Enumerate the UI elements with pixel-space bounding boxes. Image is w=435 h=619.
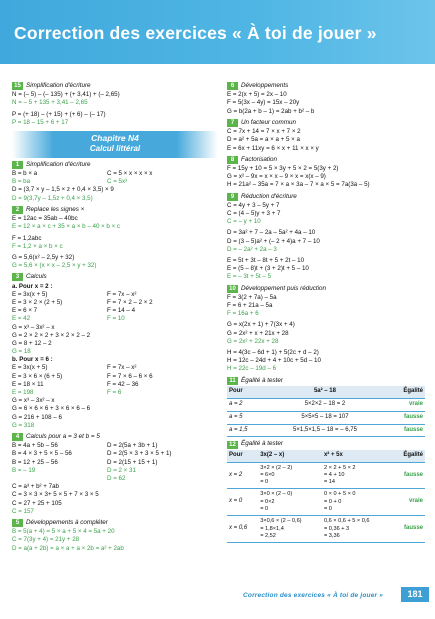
section-number: 12 [227, 441, 238, 449]
section-title: Développement puis réduction [241, 284, 327, 292]
part-b-label: b. Pour x = 6 : [12, 356, 53, 364]
text-line: E = 3x(x + 5) [12, 364, 48, 372]
table-header: 3x(2 – x) [258, 450, 322, 462]
table-cell: 5×1,5×1,5 – 18 = – 6,75 [266, 424, 384, 437]
table-cell: vraie [392, 489, 425, 516]
equation-pair [12, 459, 218, 467]
section-9-header [227, 193, 433, 201]
section-3a-pairs [12, 291, 218, 324]
text-line: E = – 3t + 5t – 5 [227, 273, 272, 281]
section-number: 3 [12, 273, 23, 281]
section-number: 9 [227, 193, 238, 201]
text-line: B = 4 × 3 + 5 × 5 – 56 [12, 450, 72, 458]
section-9-body [227, 202, 433, 282]
table-cell: fausse [392, 462, 425, 489]
text-line: F = 7x – x² [107, 290, 137, 298]
part-a-label: a. Pour x = 2 : [12, 282, 53, 290]
text-line: G = 318 [12, 421, 35, 429]
table-header: x² + 5x [322, 450, 392, 462]
table-row [227, 411, 425, 424]
right-column [227, 79, 433, 543]
equation-pair [12, 381, 218, 389]
text-line: D = 2(5a + 3b + 1) [107, 442, 158, 450]
section-number: 1 [12, 161, 23, 169]
text-line: H = 4(3c – 6d + 1) + 5(2c + d – 2) [227, 348, 319, 356]
text-line: G = x³ – 3x² – x [12, 397, 55, 405]
table-row [227, 398, 425, 411]
page-number: 181 [401, 587, 429, 602]
text-line: F = 7 × 2 – 2 × 2 [107, 298, 153, 306]
section-title: Factorisation [241, 155, 278, 163]
section-title: Développements [241, 82, 289, 89]
text-line: C = 5 × x × x × x [107, 170, 153, 178]
text-line: F = 3(2 + 7a) – 5a [227, 293, 277, 301]
table-cell: 5×5×5 – 18 = 107 [266, 411, 384, 424]
section-12-header [227, 440, 433, 448]
section-7-header [227, 119, 433, 127]
section-title: Égalité à tester [241, 376, 284, 384]
equation-pair [12, 467, 218, 475]
text-line: D = 2 × 31 [107, 466, 136, 474]
text-line: F = 7 × 6 – 6 × 6 [107, 372, 153, 380]
text-line: E = 3 × 6 × (6 + 5) [12, 372, 63, 380]
text-line: H = 12c – 24d + 4 + 10c + 5d – 10 [227, 357, 321, 365]
section-number: 2 [12, 206, 23, 214]
section-number: 15 [12, 82, 23, 90]
text-line: G = 5,6(x² – 2,5y + 32) [12, 253, 75, 261]
text-line: C = (4 – 5)y + 3 + 7 [227, 210, 281, 218]
table-cell: 3×2 × (2 – 2) = 6×0 = 0 [258, 462, 322, 489]
table-cell: a = 5 [227, 411, 266, 424]
text-line: B = 12 + 25 – 56 [12, 458, 58, 466]
table-header: Pour [227, 386, 266, 398]
section-3b-pairs [12, 364, 218, 397]
text-line: E = (5 – 8)t + (3 + 2)t + 5 – 10 [227, 265, 309, 273]
table-cell: 2 × 2 + 5 × 2 = 4 + 10 = 14 [322, 462, 392, 489]
text-line: G = x(2x + 1) + 7(3x + 4) [227, 321, 295, 329]
equation-pair [12, 170, 218, 178]
text-line: G = 216 + 108 – 6 [12, 413, 62, 421]
section-15-header [12, 82, 218, 90]
equation-pair [12, 291, 218, 299]
table-cell: a = 2 [227, 398, 266, 411]
text-line: G = 2 × 2 × 2 + 3 × 2 × 2 – 2 [12, 331, 91, 339]
text-line: P = 18 – 15 + 6 + 17 [12, 118, 69, 126]
table-cell: fausse [392, 516, 425, 543]
text-line: G = x² – 9x = x × x – 9 × x = x(x – 9) [227, 173, 326, 181]
text-line: G = 8 + 12 – 2 [12, 339, 52, 347]
section-2-header [12, 206, 218, 214]
section-6-body [227, 91, 433, 116]
text-line: C = 4y + 3 – 5y + 7 [227, 201, 280, 209]
section-11-header [227, 377, 433, 385]
text-line: E = 3x(x + 5) [12, 290, 48, 298]
text-line: G = 6 × 6 × 6 + 3 × 6 × 6 – 6 [12, 405, 91, 413]
text-line: C = 7x + 14 = 7 × x + 7 × 2 [227, 128, 301, 136]
text-line: F = 6 + 21a – 5a [227, 302, 273, 310]
section-number: 6 [227, 82, 238, 90]
section-1-body [12, 186, 218, 202]
table-cell: 5×2×2 – 18 = 2 [266, 398, 384, 411]
section-5-body [12, 528, 218, 553]
text-line: E = 12 × a × c + 35 × a × b – 40 × b × c [12, 223, 121, 231]
table-11 [227, 386, 425, 438]
section-1-pairs [12, 170, 218, 186]
section-title: Replace les signes × [26, 205, 85, 213]
text-line: E = 2(x + 5) = 2x – 10 [227, 91, 287, 99]
text-line: C = 5x³ [107, 178, 128, 186]
table-cell: fausse [384, 411, 425, 424]
chapter-banner [12, 131, 218, 158]
text-line: H = 21a² – 35a = 7 × a × 3a – 7 × a × 5 = 7a(3a – 5) [227, 181, 370, 189]
table-header: Pour [227, 450, 258, 462]
text-line: F = 5(3x – 4y) = 15x – 20y [227, 99, 300, 107]
equation-pair [12, 178, 218, 186]
equation-pair [12, 364, 218, 372]
table-cell: x = 2 [227, 462, 258, 489]
text-line: D = (3 – 5)a² + (– 2 + 4)a + 7 – 10 [227, 237, 320, 245]
section-15-body [12, 91, 218, 127]
table-cell: fausse [384, 424, 425, 437]
section-2-body [12, 215, 218, 270]
section-number: 8 [227, 156, 238, 164]
section-title: Calculs [26, 273, 47, 281]
text-line: E = 12ac = 35ab – 40bc [12, 215, 78, 223]
text-line: D = – 2a² + 2a – 3 [227, 245, 277, 253]
section-title: Calculs pour a = 3 et b = 5 [26, 432, 100, 440]
section-4-pairs [12, 442, 218, 483]
text-line: F = 6 [107, 389, 122, 397]
chapter-number: Chapitre N4 [91, 133, 139, 144]
table-cell: vraie [384, 398, 425, 411]
table-row [227, 516, 425, 543]
section-5-header [12, 519, 218, 527]
section-10-header [227, 285, 433, 293]
table-header: 5a² – 18 [266, 386, 384, 398]
text-line: C = – y + 10 [227, 218, 261, 226]
section-3-header [12, 273, 218, 281]
text-line: F = 10 [107, 315, 125, 323]
section-number: 5 [12, 519, 23, 527]
section-3a-body [12, 324, 218, 357]
text-line: N = – 5 + 135 + 3,41 – 2,65 [12, 99, 88, 107]
table-12 [227, 450, 425, 543]
text-line [12, 475, 107, 483]
equation-pair [12, 389, 218, 397]
section-4-header [12, 433, 218, 441]
text-line: G = b(2a + b – 1) = 2ab + b² – b [227, 107, 315, 115]
text-line: D = a² + 5a = a × a + 5 × a [227, 136, 300, 144]
table-cell: 3×0 × (2 – 0) = 0×2 = 0 [258, 489, 322, 516]
text-line: C = 27 + 25 + 105 [12, 499, 62, 507]
equation-pair [12, 450, 218, 458]
table-cell: 3×0,6 × (2 – 0,6) = 1,8×1,4 = 2,52 [258, 516, 322, 543]
text-line: G = 5,6 × (x × x – 2,5 × y + 32) [12, 262, 97, 270]
text-line: G = x³ – 3x² – x [12, 323, 55, 331]
text-line: F = 14 – 4 [107, 307, 136, 315]
text-line: D = 9(3,7y – 1,5z + 0,4 × 3,5) [12, 194, 93, 202]
table-row [227, 424, 425, 437]
equation-pair [12, 373, 218, 381]
text-line: P = (+ 18) – (+ 15) + (+ 6) – (– 17) [12, 110, 106, 118]
text-line: D = 2(15 + 15 + 1) [107, 458, 158, 466]
section-1-header [12, 161, 218, 169]
table-cell: a = 1,5 [227, 424, 266, 437]
left-column [12, 79, 218, 553]
text-line: F = 1,2 × a × b × c [12, 242, 63, 250]
section-title: Développements à compléter [26, 518, 108, 526]
table-cell: x = 0 [227, 489, 258, 516]
text-line: B = 5(a + 4) = 5 × a + 5 × 4 = 5a + 20 [12, 528, 115, 536]
table-header-row [227, 386, 425, 398]
table-row [227, 489, 425, 516]
table-header: Égalité [384, 386, 425, 398]
section-number: 11 [227, 377, 238, 385]
text-line: E = 6 × 7 [12, 307, 38, 315]
section-7-body [227, 128, 433, 153]
equation-pair [12, 315, 218, 323]
table-cell: 0 × 0 + 5 × 0 = 0 + 0 = 0 [322, 489, 392, 516]
section-4-body [12, 483, 218, 516]
page-header [0, 0, 435, 64]
text-line: F = 1,2abc [12, 234, 42, 242]
page-title: Correction des exercices « À toi de jouer » [14, 23, 377, 43]
table-row [227, 462, 425, 489]
section-number: 7 [227, 119, 238, 127]
text-line: E = 42 [12, 315, 31, 323]
section-title: Simplification d'écriture [26, 160, 91, 168]
section-8-header [227, 156, 433, 164]
equation-pair [12, 299, 218, 307]
text-line: D = (3,7 × y – 1,5 × z + 0,4 × 3,5) × 9 [12, 186, 114, 194]
text-line: F = 15y + 10 = 5 × 3y + 5 × 2 = 5(3y + 2) [227, 165, 339, 173]
section-title: Réduction d'écriture [241, 192, 297, 200]
table-cell: 0,6 × 0,6 + 5 × 0,6 = 0,36 + 3 = 3,36 [322, 516, 392, 543]
equation-pair [12, 307, 218, 315]
text-line: F = 16a + 6 [227, 310, 259, 318]
text-line: F = 42 – 36 [107, 380, 139, 388]
section-6-header [227, 82, 433, 90]
text-line: B = 4a + 5b – 56 [12, 442, 58, 450]
text-line: C = 7(3y + 4) = 21y + 28 [12, 536, 80, 544]
text-line: D = 3a² + 7 – 2a – 5a² + 4a – 10 [227, 229, 316, 237]
text-line: F = 7x – x² [107, 364, 137, 372]
text-line: B = – 19 [12, 466, 36, 474]
equation-pair [12, 475, 218, 483]
section-title: Un facteur commun [241, 118, 296, 126]
text-line: C = a³ + b² + 7ab [12, 483, 59, 491]
text-line: E = 6x + 11xy = 6 × x + 11 × x × y [227, 144, 319, 152]
text-line: G = 2x² + x + 21x + 28 [227, 329, 289, 337]
chapter-title: Calcul littéral [89, 144, 141, 154]
text-line: B = ba [12, 178, 31, 186]
section-title: Simplification d'écriture [26, 82, 91, 89]
table-header-row [227, 450, 425, 462]
text-line: D = 2(5 × 3 + 3 × 5 + 1) [107, 450, 172, 458]
text-line: E = 3 × 2 × (2 + 5) [12, 298, 63, 306]
section-3b-body [12, 397, 218, 430]
equation-pair [12, 442, 218, 450]
text-line: H = 22c – 19d – 6 [227, 365, 277, 373]
text-line: C = 3 × 3 × 3+ 5 × 5 + 7 × 3 × 5 [12, 491, 99, 499]
text-line: N = (– 5) – (– 135) + (+ 3,41) + (– 2,65) [12, 91, 120, 99]
text-line: B = b × a [12, 170, 38, 178]
section-number: 4 [12, 433, 23, 441]
text-line: E = 5t + 3t – 8t + 5 + 2t – 10 [227, 257, 305, 264]
table-header: Égalité [392, 450, 425, 462]
text-line: E = 198 [12, 389, 34, 397]
section-title: Égalité à tester [241, 440, 284, 448]
text-line: D = a(a + 2b) = a × a + a × 2b = a² + 2ab [12, 544, 124, 552]
text-line: G = 18 [12, 348, 31, 356]
table-cell: x = 0,6 [227, 516, 258, 543]
section-10-body [227, 294, 433, 374]
section-number: 10 [227, 285, 238, 293]
text-line: E = 18 × 11 [12, 380, 44, 388]
section-8-body [227, 165, 433, 190]
text-line: D = 62 [107, 475, 126, 482]
text-line: G = 2x² + 22x + 28 [227, 337, 279, 345]
text-line: C = 157 [12, 507, 34, 515]
footer-text: Correction des exercices « À toi de jouer » [243, 592, 384, 599]
